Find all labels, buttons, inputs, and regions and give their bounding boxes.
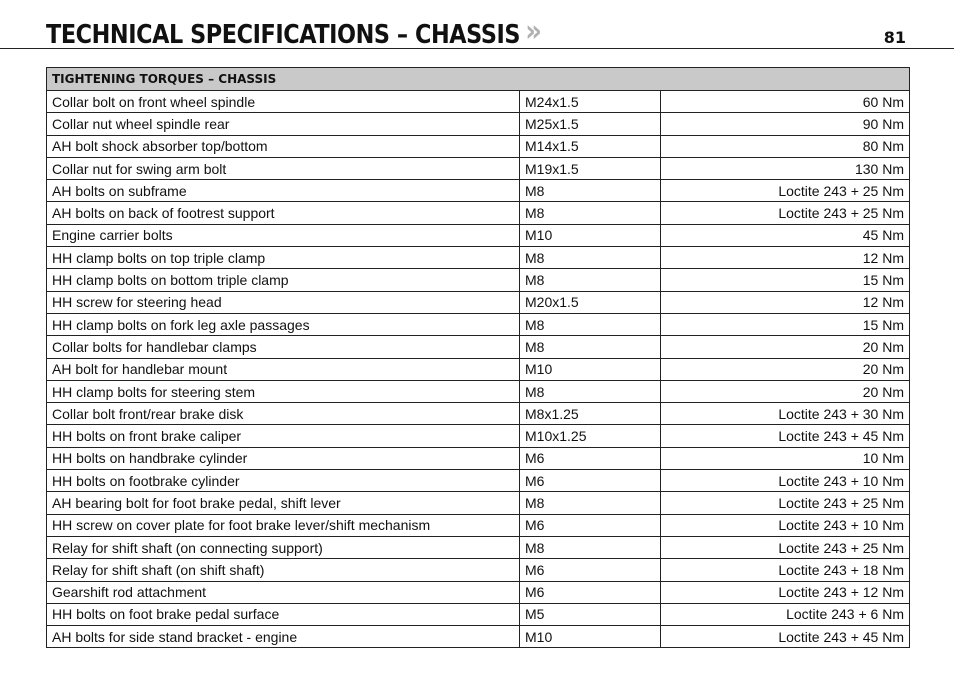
part-cell: HH bolts on foot brake pedal surface xyxy=(47,603,520,625)
thread-cell: M6 xyxy=(520,559,661,581)
table-section-header: TIGHTENING TORQUES – CHASSIS xyxy=(47,68,910,91)
thread-cell: M6 xyxy=(520,447,661,469)
thread-cell: M10 xyxy=(520,626,661,648)
part-cell: Engine carrier bolts xyxy=(47,224,520,246)
part-cell: AH bolts on back of footrest support xyxy=(47,202,520,224)
table-row xyxy=(47,247,910,269)
torque-cell: Loctite 243 + 6 Nm xyxy=(661,603,910,625)
thread-cell: M10x1.25 xyxy=(520,425,661,447)
table-row xyxy=(47,313,910,335)
torque-cell: 15 Nm xyxy=(661,313,910,335)
table-row xyxy=(47,180,910,202)
part-cell: AH bolt for handlebar mount xyxy=(47,358,520,380)
part-cell: AH bolts for side stand bracket - engine xyxy=(47,626,520,648)
table-row xyxy=(47,559,910,581)
table-row xyxy=(47,492,910,514)
thread-cell: M8 xyxy=(520,247,661,269)
thread-cell: M8x1.25 xyxy=(520,403,661,425)
part-cell: Collar bolt front/rear brake disk xyxy=(47,403,520,425)
table-row xyxy=(47,581,910,603)
part-cell: AH bolts on subframe xyxy=(47,180,520,202)
page-number: 81 xyxy=(883,28,906,47)
table-row xyxy=(47,626,910,648)
part-cell: Relay for shift shaft (on shift shaft) xyxy=(47,559,520,581)
thread-cell: M19x1.5 xyxy=(520,157,661,179)
tightening-torques-table xyxy=(46,67,910,648)
torque-cell: Loctite 243 + 45 Nm xyxy=(661,626,910,648)
part-cell: Collar bolt on front wheel spindle xyxy=(47,91,520,113)
torque-cell: 60 Nm xyxy=(661,91,910,113)
torque-cell: Loctite 243 + 25 Nm xyxy=(661,202,910,224)
thread-cell: M25x1.5 xyxy=(520,113,661,135)
table-row xyxy=(47,514,910,536)
table-row xyxy=(47,113,910,135)
thread-cell: M6 xyxy=(520,514,661,536)
torque-cell: Loctite 243 + 12 Nm xyxy=(661,581,910,603)
table-row xyxy=(47,202,910,224)
table-header-row xyxy=(47,68,910,91)
torque-cell: 80 Nm xyxy=(661,135,910,157)
part-cell: HH screw for steering head xyxy=(47,291,520,313)
torque-cell: 20 Nm xyxy=(661,358,910,380)
thread-cell: M8 xyxy=(520,269,661,291)
part-cell: HH clamp bolts on fork leg axle passages xyxy=(47,313,520,335)
thread-cell: M6 xyxy=(520,470,661,492)
table-row xyxy=(47,224,910,246)
torque-cell: 12 Nm xyxy=(661,291,910,313)
part-cell: HH bolts on front brake caliper xyxy=(47,425,520,447)
thread-cell: M8 xyxy=(520,536,661,558)
table-row xyxy=(47,91,910,113)
torque-cell: Loctite 243 + 25 Nm xyxy=(661,180,910,202)
table-body xyxy=(47,91,910,648)
thread-cell: M24x1.5 xyxy=(520,91,661,113)
table-row xyxy=(47,425,910,447)
table-row xyxy=(47,447,910,469)
table-row xyxy=(47,157,910,179)
part-cell: HH screw on cover plate for foot brake lever/shift mechanism xyxy=(47,514,520,536)
thread-cell: M10 xyxy=(520,224,661,246)
table-row xyxy=(47,269,910,291)
table-row xyxy=(47,470,910,492)
part-cell: AH bearing bolt for foot brake pedal, shift lever xyxy=(47,492,520,514)
thread-cell: M8 xyxy=(520,492,661,514)
part-cell: HH clamp bolts on top triple clamp xyxy=(47,247,520,269)
torque-cell: 45 Nm xyxy=(661,224,910,246)
torque-cell: 20 Nm xyxy=(661,380,910,402)
thread-cell: M14x1.5 xyxy=(520,135,661,157)
table-row xyxy=(47,358,910,380)
page-title-text: TECHNICAL SPECIFICATIONS – CHASSIS xyxy=(46,20,521,50)
torque-cell: Loctite 243 + 25 Nm xyxy=(661,536,910,558)
thread-cell: M8 xyxy=(520,202,661,224)
thread-cell: M8 xyxy=(520,313,661,335)
part-cell: Collar bolts for handlebar clamps xyxy=(47,336,520,358)
part-cell: Relay for shift shaft (on connecting support) xyxy=(47,536,520,558)
part-cell: AH bolt shock absorber top/bottom xyxy=(47,135,520,157)
torque-cell: Loctite 243 + 10 Nm xyxy=(661,514,910,536)
thread-cell: M8 xyxy=(520,380,661,402)
table-row xyxy=(47,380,910,402)
part-cell: Collar nut for swing arm bolt xyxy=(47,157,520,179)
torque-cell: Loctite 243 + 18 Nm xyxy=(661,559,910,581)
thread-cell: M8 xyxy=(520,180,661,202)
torque-cell: Loctite 243 + 25 Nm xyxy=(661,492,910,514)
thread-cell: M6 xyxy=(520,581,661,603)
torque-cell: 12 Nm xyxy=(661,247,910,269)
table-row xyxy=(47,536,910,558)
torque-cell: 10 Nm xyxy=(661,447,910,469)
double-chevron-right-icon: » xyxy=(525,14,542,49)
table-row xyxy=(47,403,910,425)
page-header xyxy=(0,0,954,49)
part-cell: HH bolts on footbrake cylinder xyxy=(47,470,520,492)
page-title xyxy=(46,14,542,50)
torque-cell: 90 Nm xyxy=(661,113,910,135)
table-row xyxy=(47,603,910,625)
thread-cell: M20x1.5 xyxy=(520,291,661,313)
table-row xyxy=(47,291,910,313)
table-row xyxy=(47,135,910,157)
torque-cell: Loctite 243 + 10 Nm xyxy=(661,470,910,492)
torque-cell: Loctite 243 + 45 Nm xyxy=(661,425,910,447)
part-cell: HH clamp bolts for steering stem xyxy=(47,380,520,402)
table-row xyxy=(47,336,910,358)
part-cell: HH bolts on handbrake cylinder xyxy=(47,447,520,469)
torque-cell: 20 Nm xyxy=(661,336,910,358)
thread-cell: M8 xyxy=(520,336,661,358)
torque-cell: 130 Nm xyxy=(661,157,910,179)
thread-cell: M5 xyxy=(520,603,661,625)
part-cell: Gearshift rod attachment xyxy=(47,581,520,603)
torque-cell: 15 Nm xyxy=(661,269,910,291)
part-cell: Collar nut wheel spindle rear xyxy=(47,113,520,135)
torque-cell: Loctite 243 + 30 Nm xyxy=(661,403,910,425)
part-cell: HH clamp bolts on bottom triple clamp xyxy=(47,269,520,291)
thread-cell: M10 xyxy=(520,358,661,380)
